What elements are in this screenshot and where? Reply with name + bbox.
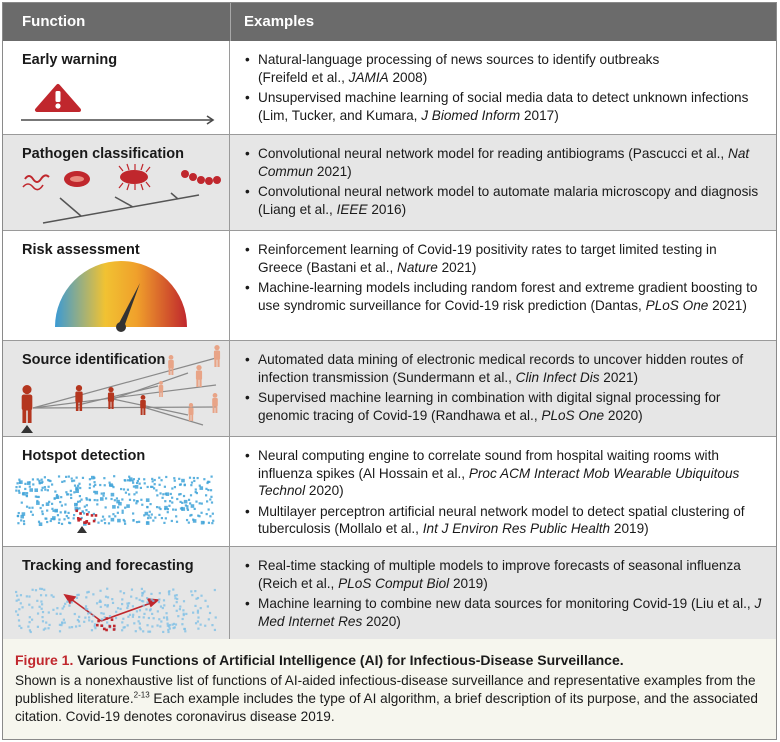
table-row-tracking-forecasting bbox=[3, 547, 776, 639]
function-cell bbox=[3, 437, 230, 546]
examples-cell bbox=[243, 51, 763, 124]
function-name: Early warning bbox=[22, 52, 118, 68]
table-header bbox=[3, 3, 776, 41]
function-name: Tracking and forecasting bbox=[22, 558, 194, 574]
example-item: • Reinforcement learning of Covid-19 positivity rates to target limited testing in Greece (Bastani et al., Nature 2021) bbox=[245, 242, 717, 275]
examples-cell bbox=[243, 145, 763, 218]
table-row-early-warning bbox=[3, 41, 776, 135]
example-item: • Machine-learning models including random forest and extreme gradient boosting to use syndromic surveillance for Covid-19 risk prediction (Dantas, PLoS One 2021) bbox=[245, 280, 758, 313]
function-cell bbox=[3, 231, 230, 340]
figure-frame bbox=[2, 2, 777, 740]
function-name: Hotspot detection bbox=[22, 448, 146, 464]
example-item: • Convolutional neural network model for reading antibiograms (Pascucci et al., Nat Commun 2021) bbox=[245, 146, 750, 179]
table-row-risk-assessment bbox=[3, 231, 776, 341]
example-item: • Automated data mining of electronic medical records to uncover hidden routes of infection transmission (Sundermann et al., Clin Infect Dis 2021) bbox=[245, 352, 744, 385]
example-item: • Convolutional neural network model to automate malaria microscopy and diagnosis (Liang et al., IEEE 2016) bbox=[245, 184, 759, 217]
example-item: • Machine learning to combine new data sources for monitoring Covid-19 (Liu et al., J Med Internet Res 2020) bbox=[245, 596, 762, 629]
examples-cell bbox=[243, 557, 763, 630]
warning-triangle-icon bbox=[3, 41, 230, 135]
example-item: • Real-time stacking of multiple models to improve forecasts of seasonal influenza (Reich et al., PLoS Comput Biol 2019) bbox=[245, 558, 741, 591]
caption-title: Figure 1. Various Functions of Artificial Intelligence (AI) for Infectious-Disease Surveillance. bbox=[15, 652, 624, 668]
function-name: Risk assessment bbox=[22, 242, 140, 258]
examples-cell bbox=[243, 241, 763, 314]
example-item: • Neural computing engine to correlate sound from hospital waiting rooms with influenza spikes (Al Hossain et al., Proc ACM Interact Mob Wearable Ubiquitous Technol 2020) bbox=[245, 448, 740, 498]
table-row-source-identification bbox=[3, 341, 776, 437]
function-cell bbox=[3, 41, 230, 134]
function-cell bbox=[3, 135, 230, 230]
example-item: • Natural-language processing of news sources to identify outbreaks (Freifeld et al., JAMIA 2008) bbox=[245, 52, 660, 85]
examples-cell bbox=[243, 351, 763, 424]
forecast-arrows-icon bbox=[3, 547, 230, 639]
function-cell bbox=[3, 341, 230, 436]
header-function: Function bbox=[22, 13, 86, 30]
example-item: • Supervised machine learning in combination with digital signal processing for genomic tracing of Covid-19 (Randhawa et al., PLoS One 2020) bbox=[245, 390, 721, 423]
function-name: Source identification bbox=[22, 352, 166, 368]
header-examples: Examples bbox=[244, 13, 315, 30]
caption-body: Shown is a nonexhaustive list of functions of AI-aided infectious-disease surveillance and representative examples from the published literature.$^{2-13}$ Each example includes the type of AI algorithm, a brief description of its purpose, and the associated citation. Covid-19 denotes coronavirus disease 2019. bbox=[15, 673, 758, 724]
table-row-pathogen-classification bbox=[3, 135, 776, 231]
risk-gauge-icon bbox=[3, 231, 230, 341]
table-row-hotspot-detection bbox=[3, 437, 776, 547]
example-item: • Unsupervised machine learning of social media data to detect unknown infections (Lim, Tucker, and Kumara, J Biomed Inform 2017) bbox=[245, 90, 749, 123]
pathogen-tree-icon bbox=[3, 135, 230, 231]
figure-caption bbox=[3, 639, 776, 739]
header-divider bbox=[230, 3, 231, 41]
hotspot-dots-icon bbox=[3, 437, 230, 547]
transmission-tree-icon bbox=[3, 341, 230, 437]
reference-superscript: 2-13 bbox=[133, 690, 150, 700]
example-item: • Multilayer perceptron artificial neural network model to detect spatial clustering of tuberculosis (Mollalo et al., Int J Environ Res Public Health 2019) bbox=[245, 503, 745, 536]
figure-label: Figure 1. bbox=[15, 652, 74, 668]
examples-cell bbox=[243, 447, 763, 538]
function-name: Pathogen classification bbox=[22, 146, 184, 162]
function-cell bbox=[3, 547, 230, 639]
